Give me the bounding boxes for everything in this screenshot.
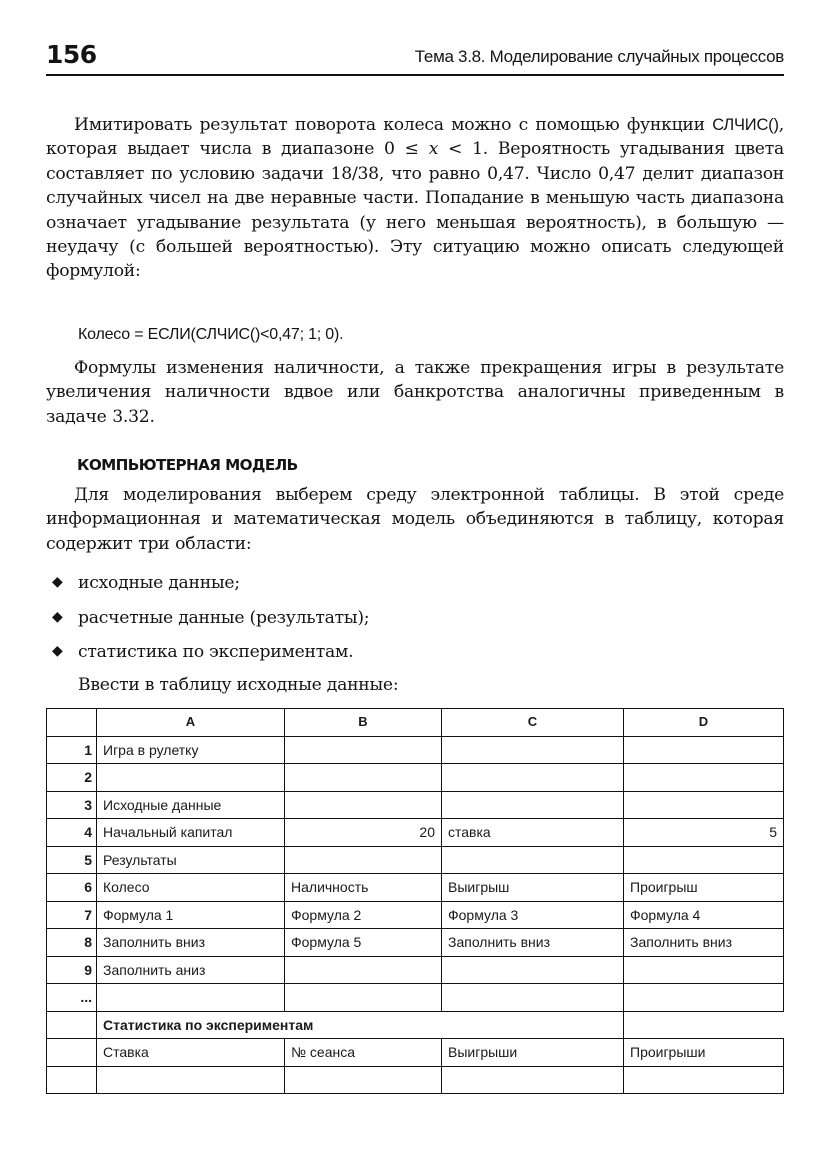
column-header-d: D xyxy=(624,709,784,737)
cell-a-ellipsis xyxy=(97,984,285,1012)
cell-c5 xyxy=(442,846,624,874)
stats-header-a: Ставка xyxy=(97,1039,285,1067)
cell-a7: Формула 1 xyxy=(97,901,285,929)
row-number: 5 xyxy=(47,846,97,874)
diamond-bullet-icon: ◆ xyxy=(52,609,63,625)
cell-c2 xyxy=(442,764,624,792)
cell-a1: Игра в рулетку xyxy=(97,736,285,764)
cell-a6: Колесо xyxy=(97,874,285,902)
list-item-text: статистика по экспериментам. xyxy=(78,642,354,662)
cell-d9 xyxy=(624,956,784,984)
cell-c7: Формула 3 xyxy=(442,901,624,929)
cell-b5 xyxy=(285,846,442,874)
cell-b7: Формула 2 xyxy=(285,901,442,929)
cell-a4: Начальный капитал xyxy=(97,819,285,847)
cell-b9 xyxy=(285,956,442,984)
cell-b6: Наличность xyxy=(285,874,442,902)
table-row xyxy=(47,846,784,874)
cell-a5: Результаты xyxy=(97,846,285,874)
stats-title-row xyxy=(47,1011,784,1039)
row-number-blank xyxy=(47,1066,97,1094)
stats-data-row xyxy=(47,1066,784,1094)
column-header-a: A xyxy=(97,709,285,737)
diamond-bullet-icon: ◆ xyxy=(52,575,63,590)
diamond-bullet-icon: ◆ xyxy=(52,644,63,659)
chapter-title: Тема 3.8. Моделирование случайных процессов xyxy=(414,47,784,66)
row-number-ellipsis: ... xyxy=(47,984,97,1012)
corner-cell xyxy=(47,709,97,737)
row-number: 6 xyxy=(47,874,97,902)
table-row xyxy=(47,819,784,847)
cell-d5 xyxy=(624,846,784,874)
cell-c1 xyxy=(442,736,624,764)
table-row xyxy=(47,901,784,929)
paragraph-spreadsheet-intro: Для моделирования выберем среду электронной таблицы. В этой среде информационная и математическая модель объединяются в таблицу, которая содержит три области: xyxy=(46,485,784,554)
paragraph-wheel-simulation xyxy=(46,113,784,284)
row-number: 8 xyxy=(47,929,97,957)
stats-header-row xyxy=(47,1039,784,1067)
cell-d3 xyxy=(624,791,784,819)
column-header-c: C xyxy=(442,709,624,737)
cell-d8: Заполнить вниз xyxy=(624,929,784,957)
cell-b-ellipsis xyxy=(285,984,442,1012)
cell-d4: 5 xyxy=(624,819,784,847)
row-number: 9 xyxy=(47,956,97,984)
cell-b8: Формула 5 xyxy=(285,929,442,957)
table-row xyxy=(47,764,784,792)
bullet-list xyxy=(46,566,784,670)
stats-cell-a xyxy=(97,1066,285,1094)
cell-b2 xyxy=(285,764,442,792)
cell-d2 xyxy=(624,764,784,792)
row-number: 3 xyxy=(47,791,97,819)
spreadsheet-table xyxy=(46,708,784,1094)
list-item-text: исходные данные; xyxy=(78,573,240,593)
stats-header-c: Выигрыши xyxy=(442,1039,624,1067)
list-item xyxy=(46,635,784,670)
stats-header-b: № сеанса xyxy=(285,1039,442,1067)
column-header-row xyxy=(47,709,784,737)
row-number-blank xyxy=(47,1039,97,1067)
cell-b3 xyxy=(285,791,442,819)
row-number: 4 xyxy=(47,819,97,847)
table-row xyxy=(47,929,784,957)
cell-d-ellipsis xyxy=(624,984,784,1012)
cell-c-ellipsis xyxy=(442,984,624,1012)
paragraph-text: , которая выдает числа в диапазоне 0 ≤ xyxy=(46,115,784,160)
running-head xyxy=(46,38,784,76)
table-row xyxy=(47,874,784,902)
cell-d1 xyxy=(624,736,784,764)
cell-a2 xyxy=(97,764,285,792)
page-number: 156 xyxy=(46,40,97,69)
stats-header-d: Проигрыши xyxy=(624,1039,784,1067)
row-number: 1 xyxy=(47,736,97,764)
cell-d6: Проигрыш xyxy=(624,874,784,902)
table-row xyxy=(47,736,784,764)
cell-a8: Заполнить вниз xyxy=(97,929,285,957)
cell-c9 xyxy=(442,956,624,984)
cell-b1 xyxy=(285,736,442,764)
stats-title-d xyxy=(624,1011,784,1039)
row-number-blank xyxy=(47,1011,97,1039)
list-item xyxy=(46,601,784,636)
cell-c3 xyxy=(442,791,624,819)
cell-c6: Выигрыш xyxy=(442,874,624,902)
table-lead-in: Ввести в таблицу исходные данные: xyxy=(78,675,399,695)
stats-title: Статистика по экспериментам xyxy=(97,1011,624,1039)
stats-cell-d xyxy=(624,1066,784,1094)
function-name: СЛЧИС() xyxy=(712,116,779,134)
math-variable: x xyxy=(428,139,439,160)
paragraph-cash-formulas: Формулы изменения наличности, а также прекращения игры в результате увеличения наличности вдвое или банкротства аналогичны приведенным в задаче 3.32. xyxy=(46,358,784,427)
stats-cell-b xyxy=(285,1066,442,1094)
table-row xyxy=(47,956,784,984)
column-header-b: B xyxy=(285,709,442,737)
table-row xyxy=(47,791,784,819)
table-row xyxy=(47,984,784,1012)
list-item-text: расчетные данные (результаты); xyxy=(78,607,370,628)
wheel-formula: Колесо = ЕСЛИ(СЛЧИС()<0,47; 1; 0). xyxy=(78,326,344,343)
stats-cell-c xyxy=(442,1066,624,1094)
cell-a9: Заполнить аниз xyxy=(97,956,285,984)
cell-d7: Формула 4 xyxy=(624,901,784,929)
row-number: 7 xyxy=(47,901,97,929)
paragraph-text: < 1. Вероятность угадывания цвета составляет по условию задачи 18/38, что равно 0,47. Число 0,47 делит диапазон случайных чисел на две неравные части. Попадание в меньшую часть диапазона означает угадывание результата (у него меньшая вероятность), в большую — неудачу (с большей вероятностью). Эту ситуацию можно описать следующей формулой: xyxy=(46,139,784,282)
row-number: 2 xyxy=(47,764,97,792)
list-item xyxy=(46,566,784,601)
cell-c4: ставка xyxy=(442,819,624,847)
paragraph-text: Имитировать результат поворота колеса можно с помощью функции xyxy=(74,115,713,135)
cell-c8: Заполнить вниз xyxy=(442,929,624,957)
cell-a3: Исходные данные xyxy=(97,791,285,819)
section-heading: КОМПЬЮТЕРНАЯ МОДЕЛЬ xyxy=(77,456,298,474)
cell-b4: 20 xyxy=(285,819,442,847)
